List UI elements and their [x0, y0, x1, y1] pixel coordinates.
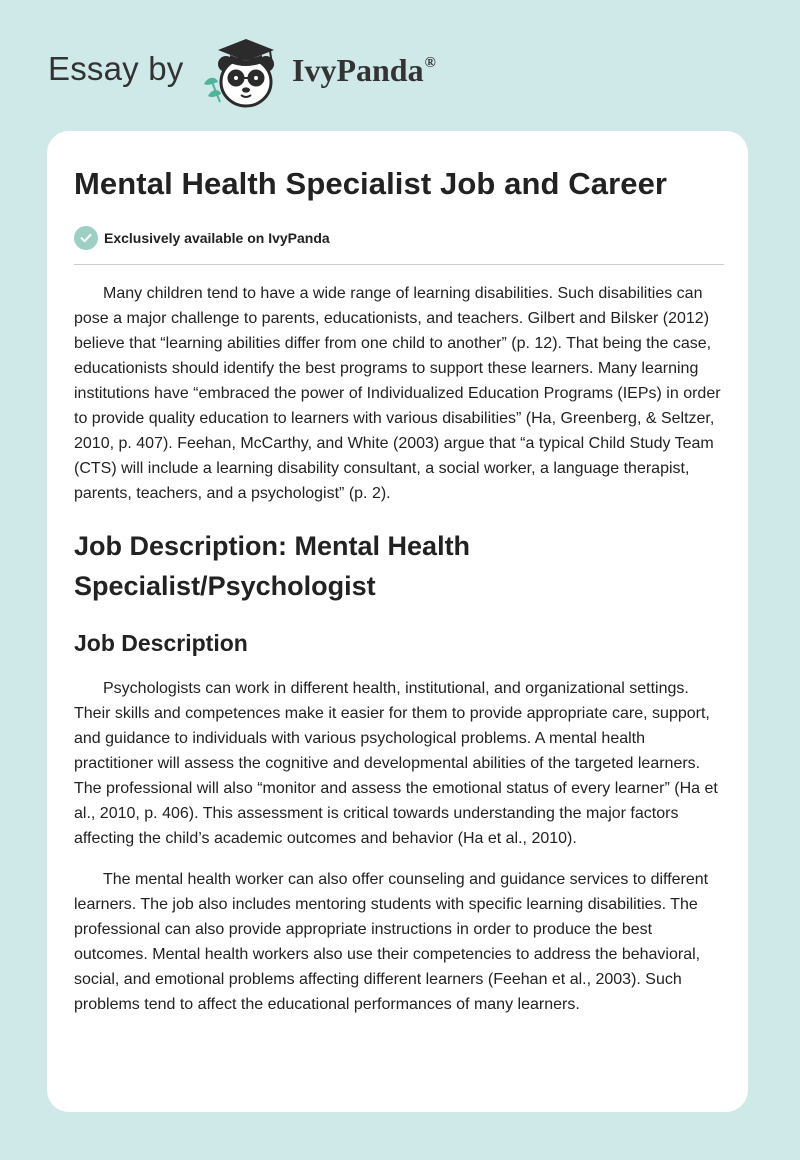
section-heading: Job Description: Mental Health Specialist/Psychologist — [74, 531, 471, 601]
check-circle-icon — [74, 226, 98, 250]
essay-by-label: Essay by — [48, 50, 184, 87]
intro-paragraph: Many children tend to have a wide range of learning disabilities. Such disabilities can pose a major challenge to parents, educationists, and teachers. Gilbert and Bilsker (2012) believe that “learning abilities differ from one child to another” (p. 12). That being the case, educationists should identify the best programs to support these learners. Many learning institutions have “embraced the power of Individualized Education Programs (IEPs) in order to provide quality education to learners with various disabilities” (Ha, Greenberg, & Seltzer, 2010, p. 407). Feehan, McCarthy, and White (2003) argue that “a typical Child Study Team (CTS) will include a learning disability consultant, a social worker, a language therapist, parents, teachers, and a psychologist” (p. 2). — [74, 285, 721, 502]
panda-logo-icon[interactable] — [198, 34, 294, 110]
essay-card — [47, 131, 748, 1112]
body-paragraph-2: The mental health worker can also offer counseling and guidance services to different learners. The job also includes mentoring students with specific learning disabilities. The professional can also provide appropriate instructions in order to produce the best outcomes. Mental health workers also use their competencies to address the behavioral, social, and emotional problems affecting different learners (Feehan et al., 2003). Such problems tend to affect the educational performances of many learners. — [74, 871, 709, 1013]
page-title: Mental Health Specialist Job and Career — [74, 166, 668, 201]
exclusive-badge-label: Exclusively available on IvyPanda — [104, 230, 330, 246]
brand-name[interactable] — [292, 52, 436, 89]
divider — [74, 264, 724, 265]
exclusive-badge — [74, 225, 723, 251]
brand-name-text: IvyPanda — [292, 52, 424, 88]
body-paragraph-1: Psychologists can work in different health, institutional, and organizational settings. Their skills and competences make it easier for them to provide appropriate care, support, and guidance to individuals with various psychological problems. A mental health practitioner will assess the cognitive and developmental abilities of the targeted learners. The professional will also “monitor and assess the emotional status of every learner” (Ha et al., 2010, p. 406). This assessment is critical towards understanding the major factors affecting the child’s academic outcomes and behavior (Ha et al., 2010). — [74, 680, 718, 847]
registered-mark: ® — [424, 55, 436, 71]
subsection-heading: Job Description — [74, 630, 248, 656]
site-header — [0, 0, 800, 130]
